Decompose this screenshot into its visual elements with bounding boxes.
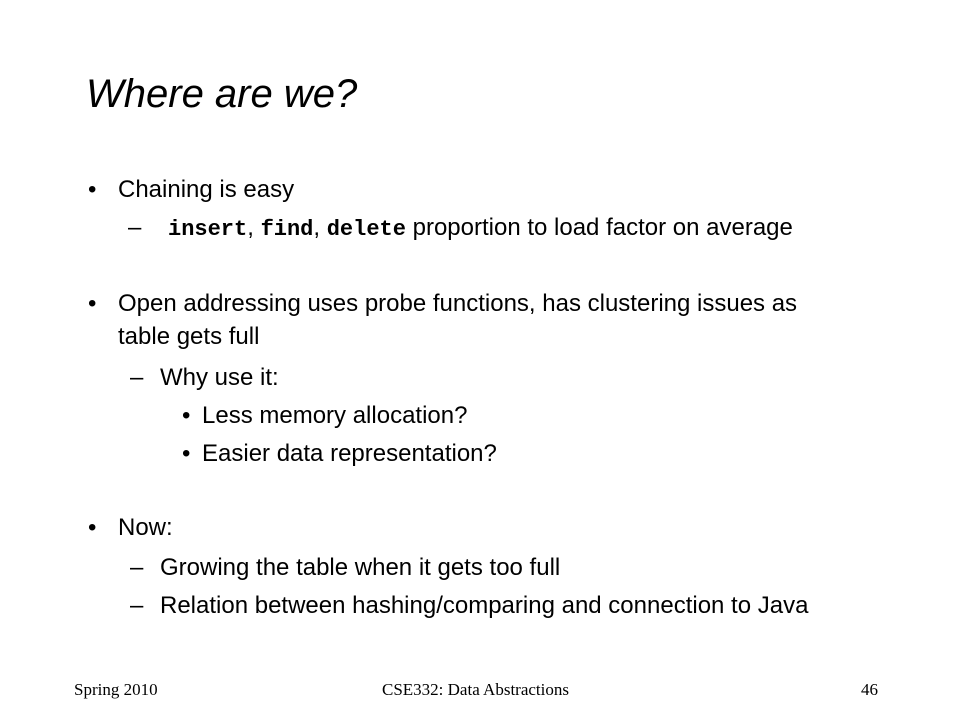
bullet-icon: • bbox=[88, 514, 97, 541]
code-delete: delete bbox=[326, 217, 406, 242]
bullet-icon: • bbox=[88, 176, 97, 203]
code-insert: insert bbox=[168, 217, 248, 242]
bullet-icon: • bbox=[88, 290, 97, 317]
separator: , bbox=[247, 214, 261, 241]
dash-icon: – bbox=[128, 214, 142, 241]
bullet-chaining: Chaining is easy bbox=[118, 176, 295, 203]
footer-page-number: 46 bbox=[861, 680, 878, 699]
dash-icon: – bbox=[130, 592, 144, 619]
code-find: find bbox=[260, 217, 314, 242]
bullet-icon: • bbox=[182, 402, 191, 429]
footer-course: CSE332: Data Abstractions bbox=[382, 680, 569, 699]
separator: , bbox=[313, 214, 327, 241]
sub-chaining-ops bbox=[168, 214, 793, 244]
sub-why-use-it: Why use it: bbox=[160, 364, 279, 391]
dash-icon: – bbox=[130, 554, 144, 581]
bullet-open-addressing-line2: table gets full bbox=[118, 323, 260, 350]
slide-title: Where are we? bbox=[86, 72, 358, 116]
sub-relation-hashing: Relation between hashing/comparing and connection to Java bbox=[160, 592, 809, 619]
bullet-icon: • bbox=[182, 440, 191, 467]
sub-chaining-rest: proportion to load factor on average bbox=[405, 214, 793, 241]
bullet-open-addressing-line1: Open addressing uses probe functions, has clustering issues as bbox=[118, 290, 798, 317]
dash-icon: – bbox=[130, 364, 144, 391]
sub-growing-table: Growing the table when it gets too full bbox=[160, 554, 561, 581]
footer-date: Spring 2010 bbox=[74, 680, 158, 699]
bullet-now: Now: bbox=[118, 514, 173, 541]
subsub-easier-data: Easier data representation? bbox=[202, 440, 497, 467]
subsub-less-memory: Less memory allocation? bbox=[202, 402, 468, 429]
